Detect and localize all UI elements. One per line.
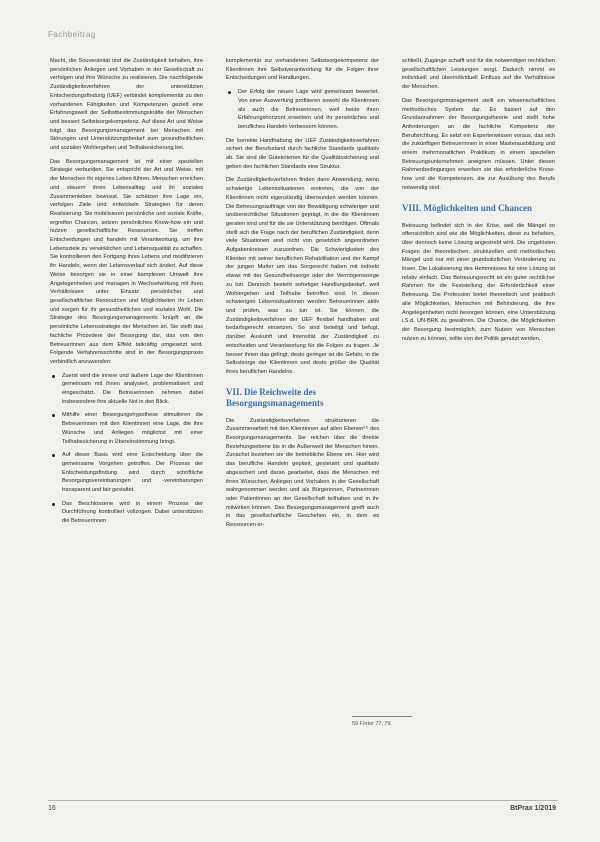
column-1 xyxy=(50,57,203,797)
paragraph: Das Besorgungsmanagement ist mit einer speziellen Strategie verbunden. Sie entspricht der Art und Weise, mit der Menschen ihr eigenes Leben führen. Menschen erreichen und steuern ihren Lebensalltag und ihr soziales Zusammenleben bewusst. Sie schätzen ihre Lage ein, verfolgen Ziele und entwickeln Strategien für deren Realisierung. Sie mobilisieren persönliche und soziale Kräfte, ergreifen Chancen, setzen persönliches Know-how ein und nutzen gesellschaftliche Ressourcen. Sie treffen Entscheidungen und handeln mit Verantwortung, um ihre Lebensziele zu verwirklichen und Lebensqualität zu schaffen. Sie kontrollieren den Fortgang ihres Lebens und modifizieren ihr Handeln, wenn der Lebensverlauf sich ändert. Auf diese Weise besorgen sie in einer komplexen Umwelt ihre Angelegenheiten und managen in Wechselwirkung mit ihren Verhältnissen unter Einsatz persönlicher und gesellschaftlicher Ressourcen und Möglichkeiten ihr Leben und sorgen für ihr gesundheitliches und soziales Wohl. Die Strategie des Besorgungsmanagements knüpft an die persönliche Lebensstrategie der Menschen an. Sie stellt das fachliche Prozedere der Besorgung dar, das von den Betreuerinnen aus dem Effekt tatkräftig umgesetzt wird. Folgende Verfahrensschritte sind in der Besorgungspraxis verbindlich anzuwenden: xyxy=(50,158,203,365)
footnote: 59 Förter 77, 79. xyxy=(352,721,392,727)
paragraph: schließt, Zugänge schafft und für die notwendigen rechtlichen gesellschaftlichen Leistungen sorgt. Dadurch nimmt es individuell und überindividuell Einfluss auf die Verhältnisse der Menschen. xyxy=(402,58,555,91)
list-item: Der Erfolg der neuen Lage wird gemeinsam bewertet. Von einer Auswertung profitieren sowohl die Klientinnen als auch die Betreuerinnen, weil beide ihren Erfahrungshorizont erweitern und ihr persönliches und berufliches Handeln verbessern können. xyxy=(226,88,379,132)
list-item: Auf dieser Basis wird eine Entscheidung über die gemeinsame Vorgehen getroffen. Der Prozess der Entscheidungsfindung wird durch schriftliche Besorgungsvereinbarungen und -vereinbarungen transparent und fair gestaltet. xyxy=(50,451,203,495)
footer-divider xyxy=(48,800,558,801)
paragraph: Die Zuständigkeitsverfahren strukturieren die Zusammenarbeit mit den Klientinnen auf allen Ebenen⁵⁹ des Besorgungsmanagements. Sie reichen über die direkte Beziehungsebene bis in die Außenwelt der Menschen hinein. Zunächst beziehen sie die betriebliche Ebene ein. Hier wird das berufliche Handeln geplant, gesteuert und qualitativ abgesichert und daran gearbeitet, dass die Menschen mit ihren Wünschen, Anliegen und Vorhaben in der Gesellschaft wahrgenommen werden und als Bürgerinnen, Partnerinnen oder Patientinnen an der Gesellschaft teilhaben und in ihr mitwirken können. Das Besorgungsmanagement greift auch in das gesellschaftliche Geschehen ein, in dem es Ressourcen er- xyxy=(226,417,379,529)
list-item: Zuerst wird die innere und äußere Lage der Klientinnen gemeinsam mit ihnen analysiert, problematisiert und eingeschätzt. Die Betreuerinnen nehmen dabei insbesondere ihre aktuelle Not in den Blick. xyxy=(50,372,203,407)
paragraph: Die Zuständigkeitsverfahren finden dann Anwendung, wenn schwierige Lebenssituationen eintreten, die von der Klientinnen nicht eigenständig überwunden werden können. Die Betreuungsaufträge von der Bewältigung schwieriger und unübersichtlicher Situationen geprägt, in die die Klientinnen geraten sind und für die sie Unterstützung benötigen. Oftmals stellt sich die Frage nach der beruflichen Zuständigkeit, denn viele Situationen sind nicht von gesetzlich angeordneten Aufgabenkreisen zuzuordnen. Die Schwierigkeiten des Klienten mit seiner beruflichen Rehabilitation und der Kampf der jungen Mutter um das Sorgerecht haben mit indirekt etwas mit der Gesundheitssorge oder der Vermögenssorge zu tun. Dennoch besteht sofortiger Handlungsbedarf, weil Wohlergehen und Teilhabe betroffen sind. In diesen schwierigen Lebenssituationen werden Betreuerinnen aktiv und prüfen, was zu tun ist. Sie können die Zuständigkeitsverfahren der UEF flexibel handhaben und bedarfsgerecht einsetzen. So sind beteiligt und befugt, darüber Auskunft und Intensität der Zuständigkeit zu entscheiden und Verantwortung für die Folgen zu tragen. Je besser ihnen das gelingt, desto geringer ist die Gefahr, in die Selbstsorge der Klientinnen und desto größer die Qualität ihres beruflichen Handelns. xyxy=(226,177,379,375)
article-body xyxy=(50,57,560,797)
paragraph: Die korrekte Handhabung der UEF Zuständigkeitsverfahren sichert der Berufsstand durch fachliche Standards qualitativ ab. Sie sind die Gütekriterien für die Qualitätssicherung und geben den fachlichen Standards eine Struktur. xyxy=(226,137,379,170)
paragraph: komplementär zur vorhandenen Selbstsorgekompetenz der Klientinnen ihre Selbstverantwortung für die Folgen ihrer Entscheidungen und Handlungen. xyxy=(226,58,379,82)
list-item: Mithilfe einer Besorgungshypothese stimulieren die Betreuerinnen mit den Klientinnen eine Lage, die ihre Wünsche und Anliegen möglichst mit einer Teilhabesicherung in Übereinstimmung bringt. xyxy=(50,411,203,446)
section-title-vii: VII. Die Reichweite des Besorgungsmanagements xyxy=(226,386,324,408)
section-title-viii: VIII. Möglichkeiten und Chancen xyxy=(402,202,533,213)
paragraph: Betreuung befindet sich in der Krise, weil die Mängel so offensichtlich sind wie die Möglichkeiten, diese zu beheben, über dennoch keine Lösung angestrebt wird. Die ungelösten Fragen der theoretischen, strukturellen und methodischen Mängel und nur mit einer grundsätzlichen Veränderung zu lösen. Die Lokalisierung des Hemmnisses für eine Lösung ist relativ einfach. Das Betreuungsrecht ist ein guter rechtlicher Rahmen für die Feststellung der Erforderlichkeit einer Betreuung. Die Profession bietet theoretisch und praktisch alle Möglichkeiten, Menschen mit Behinderung, die ihre Angelegenheiten nicht besorgen können, eine Unterstützung i.S.d. UN-BRK zu gewähren. Die Chance, die Möglichkeiten der Besorgung bestmöglich, zum Nutzen von Menschen nutzen zu können, sollte von der Politik genutzt werden. xyxy=(402,222,555,342)
journal-issue: BtPrax 1/2019 xyxy=(510,805,556,812)
column-2 xyxy=(226,57,379,797)
list-item: Das Beschlossene wird in einem Prozess der Durchführung kontrolliert vollzogen. Dabei unterstützen die Betreuerinnen xyxy=(50,500,203,526)
column-3 xyxy=(402,57,555,797)
procedure-list-continued xyxy=(226,88,379,132)
paragraph: Das Besorgungsmanagement stellt ein wissenschaftliches methodisches System dar. Es basiert auf den Grundannahmen der Besorgungstheorie und stellt hohe Anforderungen an die fachliche Kompetenz der Berufsrichtung. Es setzt ein Expertenwissen voraus, das sich die zukünftigen Betreuerinnen in einer Masterausbildung und einem mehrmonatlichen Praktikum in einem speziellen Betreuungsunternehmen aneignen müssen. Unter diesen Rahmenbedingungen erwerben sie das erforderliche Know-how und die Kompetenzen, die zur Ausübung des Berufs notwendig sind. xyxy=(402,97,555,191)
section-header: Fachbeitrag xyxy=(48,30,96,39)
paragraph: Macht, die Souveränität und die Zuständigkeit behalten, ihre persönlichen Anliegen und Vorhaben in der Gesellschaft zu verfolgen und ihre Wünsche zu realisieren. Die nachfolgende Zuständigkeitsverfahren der unterstützten Entscheidungsfindung (UEF) verbindet komplementär zu den vorhandenen Fähigkeiten und Kompetenzen gezielt eine Erfahrungswelt der Selbstbestimmungskräfte der Menschen und bessert Selbstsorgekompetenz. Auf diese Art und Weise trägt das Besorgungsmanagement bei Menschen mit Störungen und Unterstützungsbedarf zum gesundheitlichen und sozialen Wohlergehen und Teilhabesicherung bei. xyxy=(50,58,203,152)
footnote-divider xyxy=(352,716,412,717)
page-number: 16 xyxy=(48,805,56,812)
procedure-list xyxy=(50,372,203,526)
